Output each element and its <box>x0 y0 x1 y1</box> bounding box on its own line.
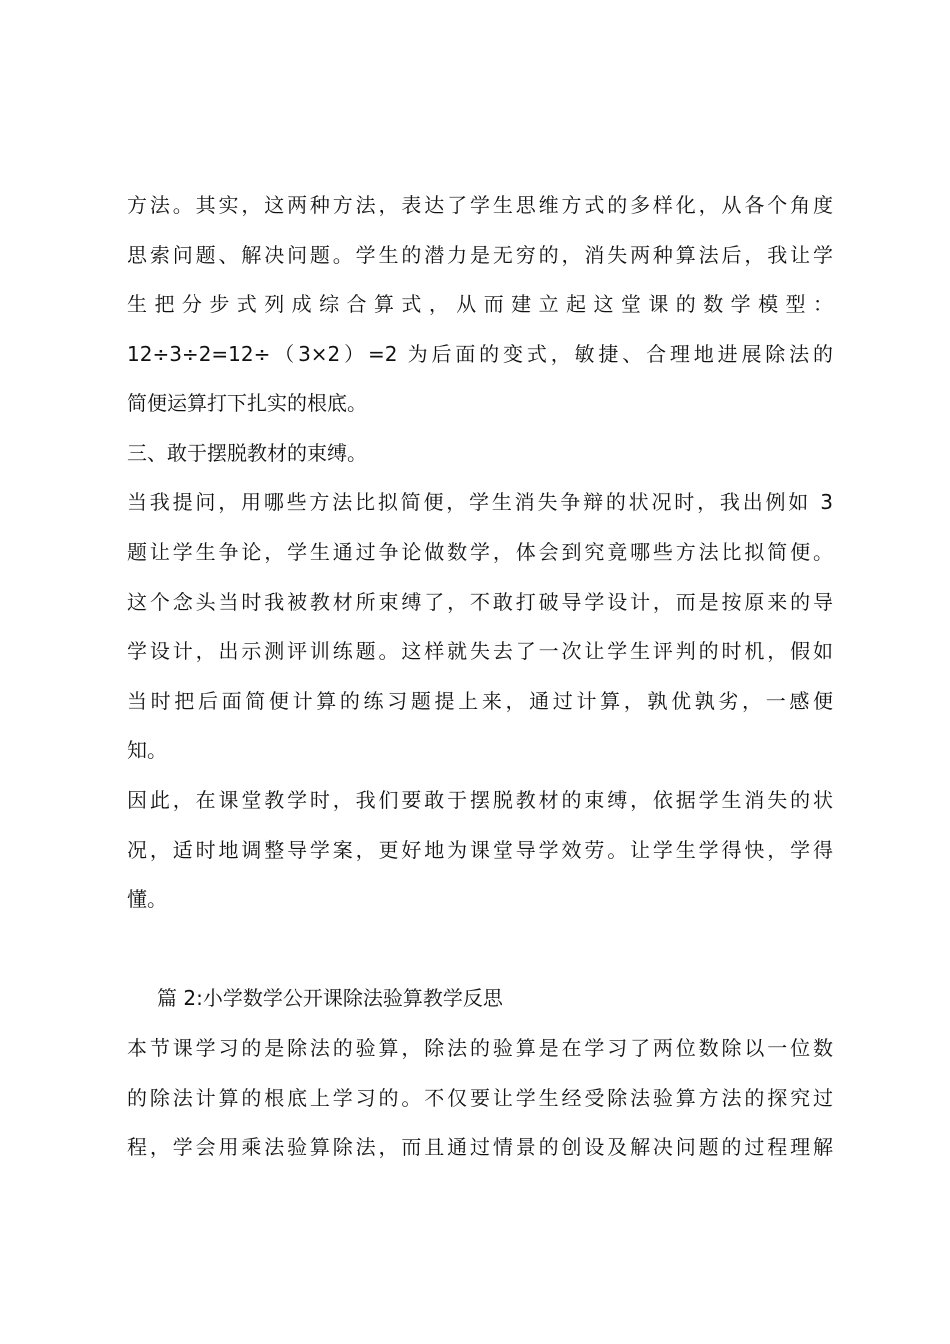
text-line: 知。 <box>127 738 167 762</box>
text-line: 懂。 <box>127 887 167 911</box>
text-line: 因此，在课堂教学时，我们要敢于摆脱教材的束缚，依据学生消失的状 <box>127 788 833 812</box>
article-title: 篇 2:小学数学公开课除法验算教学反思 <box>157 986 503 1010</box>
text-line: 当我提问，用哪些方法比拟简便，学生消失争辩的状况时，我出例如 3 <box>127 490 833 514</box>
text-line: 思索问题、解决问题。学生的潜力是无穷的，消失两种算法后，我让学 <box>127 243 833 267</box>
text-line: 况，适时地调整导学案，更好地为课堂导学效劳。让学生学得快，学得 <box>127 838 833 862</box>
text-line: 本节课学习的是除法的验算，除法的验算是在学习了两位数除以一位数 <box>127 1036 833 1060</box>
text-line: 程，学会用乘法验算除法，而且通过情景的创设及解决问题的过程理解 <box>127 1135 833 1159</box>
text-line: 题让学生争论，学生通过争论做数学，体会到究竟哪些方法比拟简便。 <box>127 540 833 564</box>
text-line: 简便运算打下扎实的根底。 <box>127 391 367 415</box>
text-line: 这个念头当时我被教材所束缚了，不敢打破导学设计，而是按原来的导 <box>127 590 833 614</box>
text-line: 的除法计算的根底上学习的。不仅要让学生经受除法验算方法的探究过 <box>127 1086 833 1110</box>
text-line: 生把分步式列成综合算式，从而建立起这堂课的数学模型： <box>127 292 833 316</box>
section-heading: 三、敢于摆脱教材的束缚。 <box>127 441 367 465</box>
text-line: 12÷3÷2=12÷（3×2）=2 为后面的变式，敏捷、合理地进展除法的 <box>127 342 833 366</box>
text-line: 学设计，出示测评训练题。这样就失去了一次让学生评判的时机，假如 <box>127 639 833 663</box>
text-line: 方法。其实，这两种方法，表达了学生思维方式的多样化，从各个角度 <box>127 193 833 217</box>
text-line: 当时把后面简便计算的练习题提上来，通过计算，孰优孰劣，一感便 <box>127 689 833 713</box>
